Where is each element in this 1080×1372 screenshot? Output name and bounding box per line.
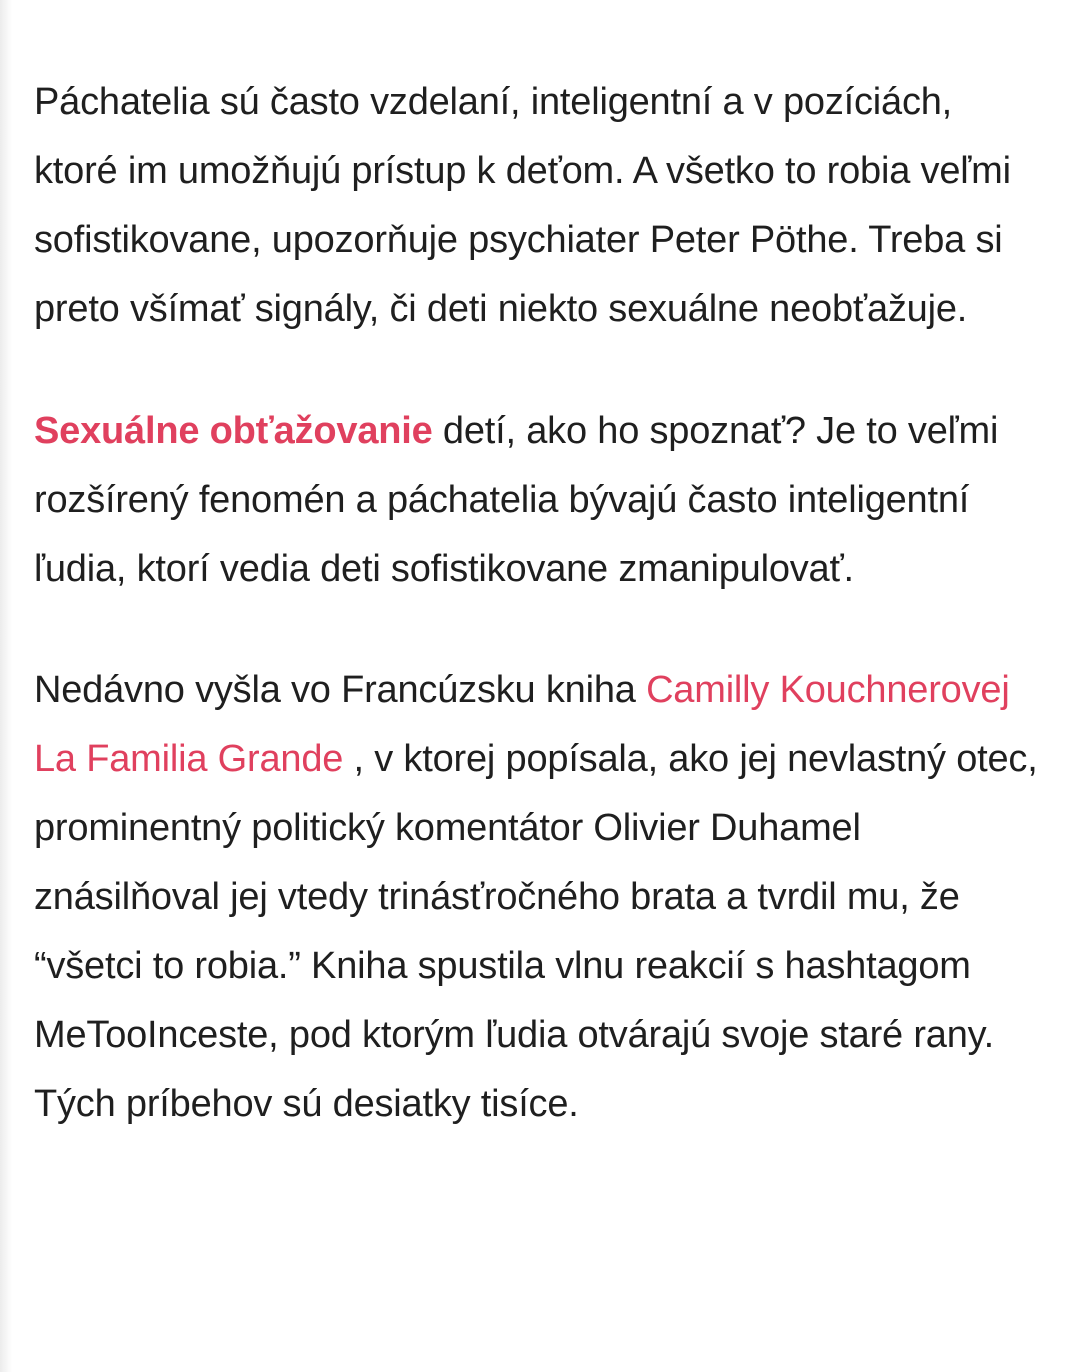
paragraph-3-text-before: Nedávno vyšla vo Francúzsku kniha: [34, 669, 647, 711]
article-body: [34, 68, 1044, 1139]
article-paragraph-3: [34, 656, 1044, 1139]
paragraph-3-text-after: , v ktorej popísala, ako jej nevlastný otec, prominentný politický komentátor Olivier Duhamel znásilňoval jej vtedy trinásťročného brata a tvrdil mu, že “všetci to robia.” Kniha spustila vlnu reakcií s hashtagom MeTooInceste, pod ktorým ľudia otvárajú svoje staré rany. Tých príbehov sú desiatky tisíce.: [34, 738, 1038, 1125]
book-link[interactable]: Camilly Kouchnerovej La Familia Grande: [34, 669, 1010, 780]
paragraph-2-text: detí, ako ho spoznať? Je to veľmi rozšírený fenomén a páchatelia bývajú často inteligentní ľudia, ktorí vedia deti sofistikovane zmanipulovať.: [34, 410, 999, 590]
article-paragraph-1: Páchatelia sú často vzdelaní, inteligentní a v pozíciách, ktoré im umožňujú prístup k deťom. A všetko to robia veľmi sofistikovane, upozorňuje psychiater Peter Pöthe. Treba si preto všímať signály, či deti niekto sexuálne neobťažuje.: [34, 81, 1011, 330]
article-paragraph-2: [34, 397, 1044, 604]
sexual-harassment-link[interactable]: Sexuálne obťažovanie: [34, 410, 433, 452]
page-left-edge: [0, 0, 12, 1372]
